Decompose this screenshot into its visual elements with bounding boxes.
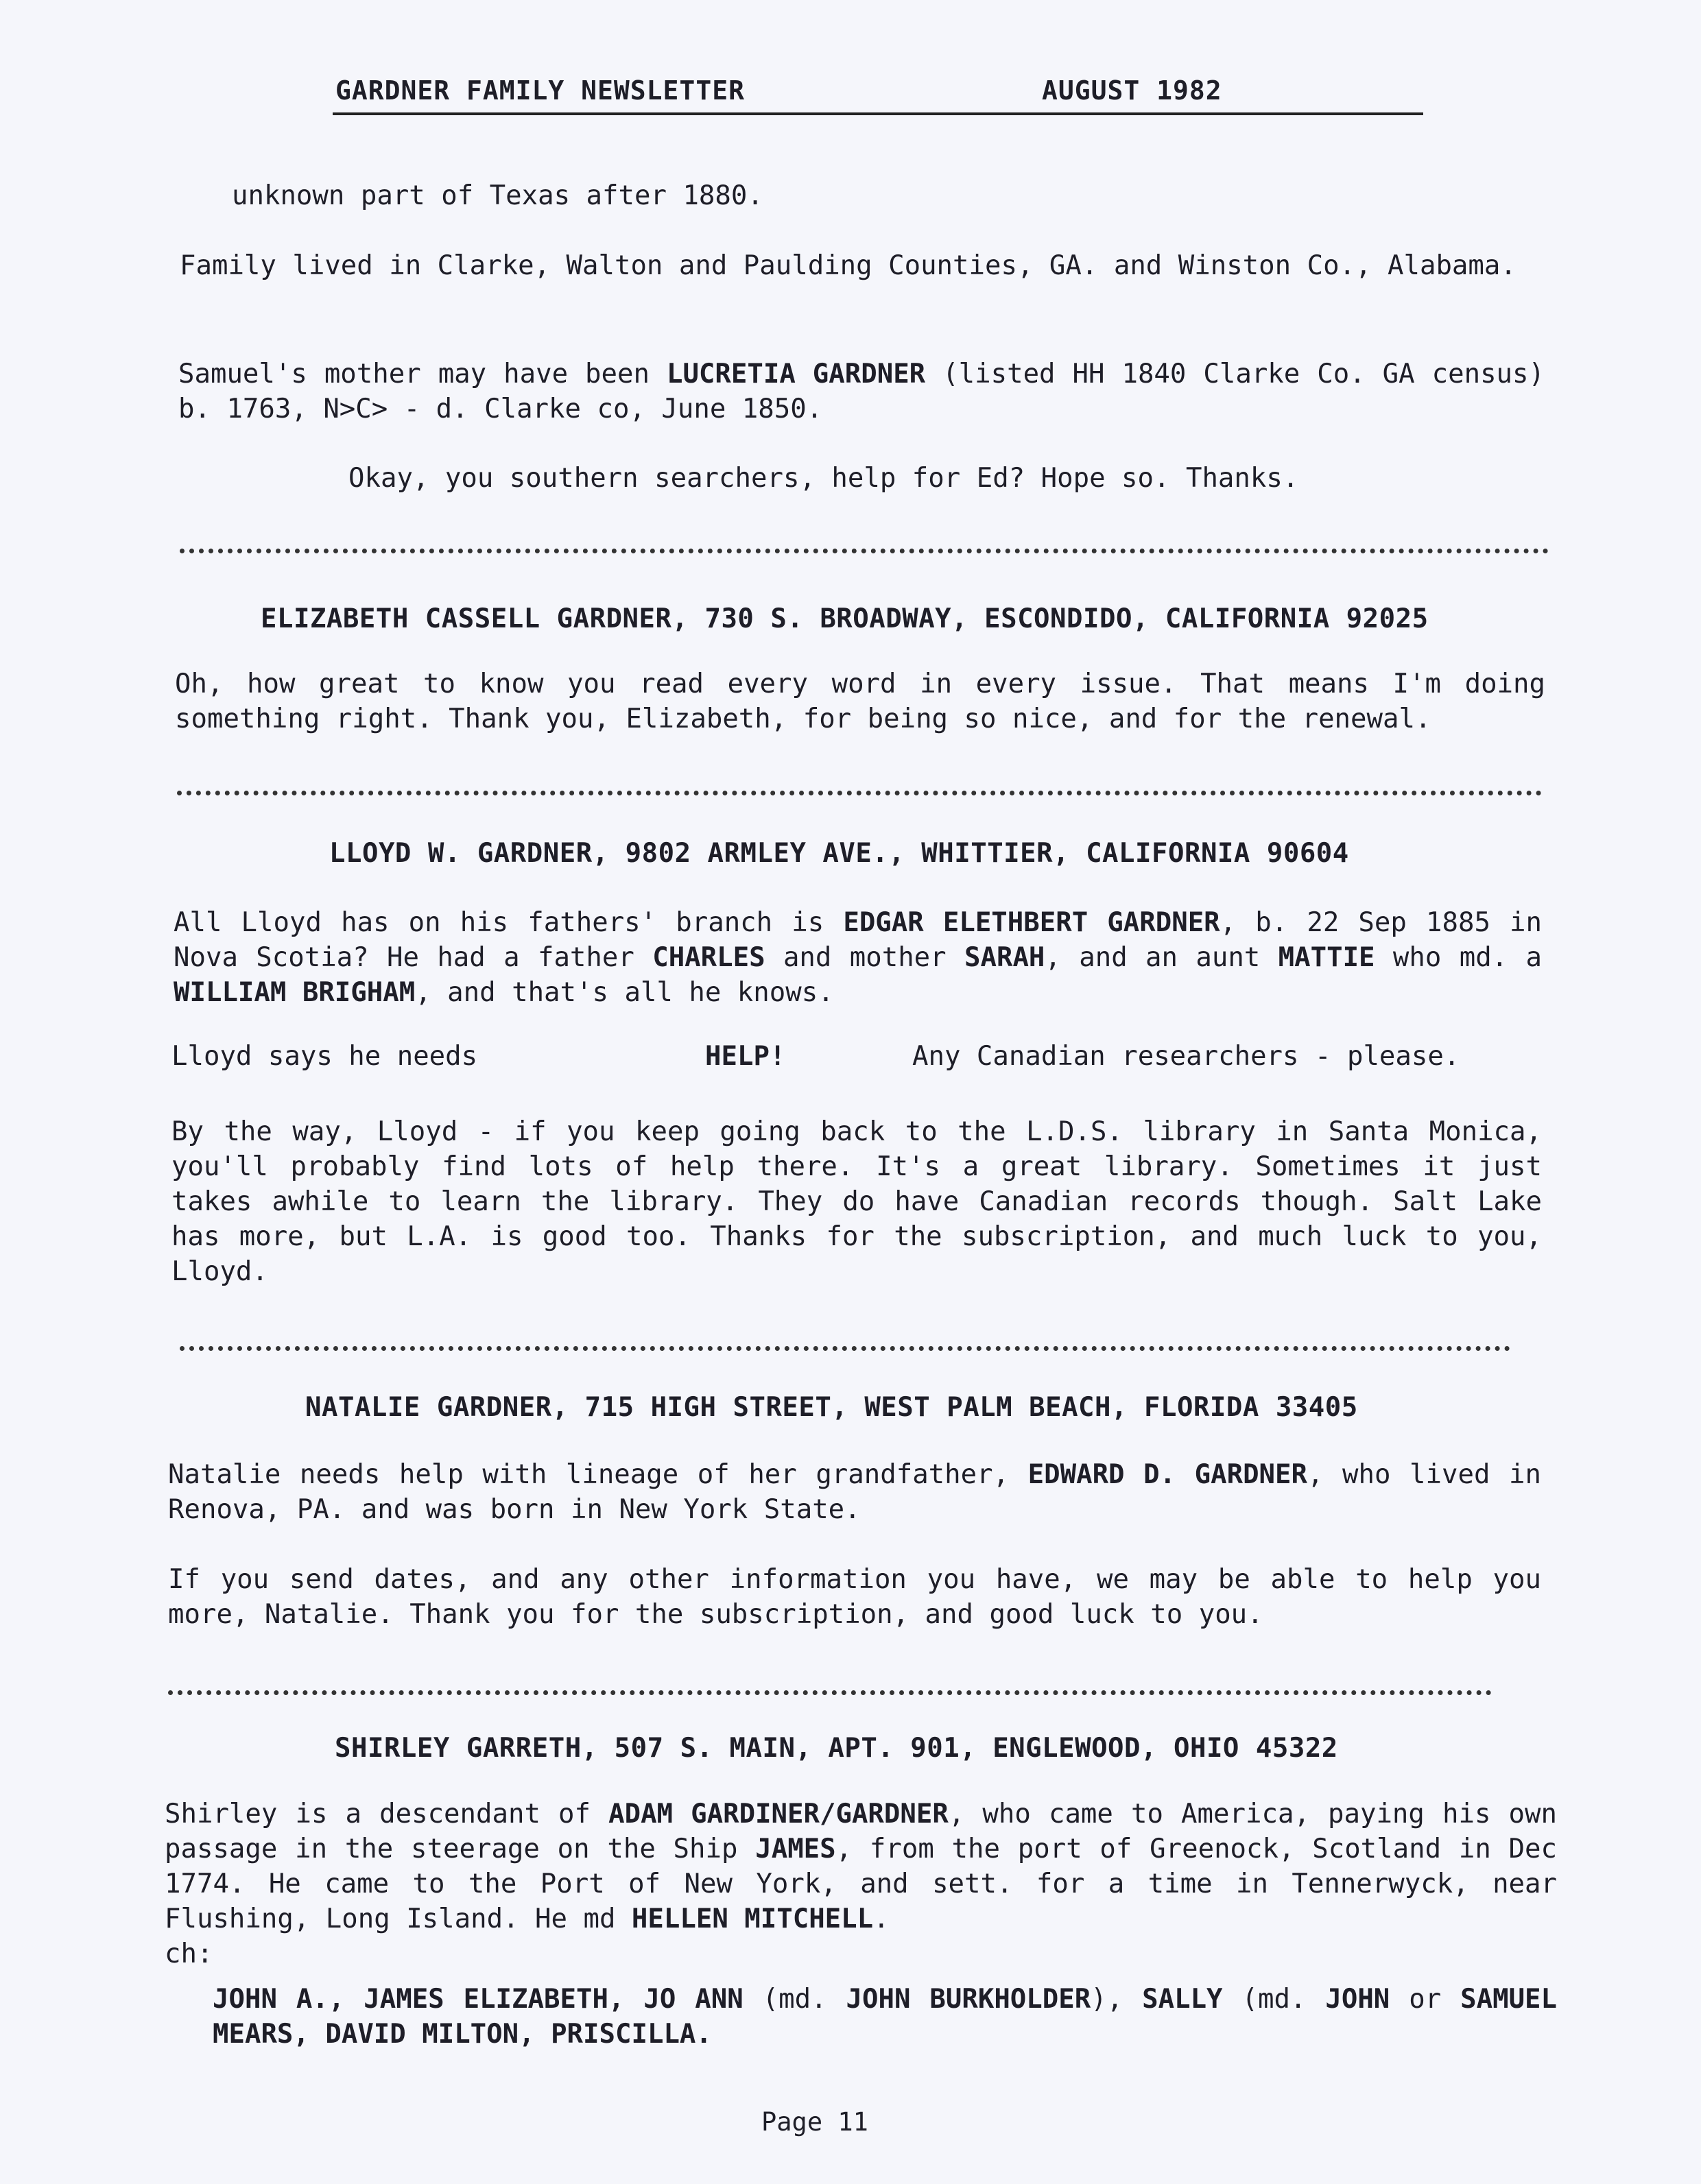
entry-body-shirley [165, 1797, 1573, 1936]
person-name: JOHN A., JAMES ELIZABETH, JO ANN [213, 1984, 744, 2015]
help-emphasis: HELP! [705, 1041, 786, 1072]
intro-closing: Okay, you southern searchers, help for Ed? Hope so. Thanks. [348, 463, 1299, 494]
separator [180, 549, 1549, 553]
entry-body-natalie [168, 1457, 1558, 1527]
children-label: ch: [165, 1939, 213, 1969]
entry-heading-natalie: NATALIE GARDNER, 715 HIGH STREET, WEST PALM BEACH, FLORIDA 33405 [305, 1392, 1358, 1423]
text-run: All Lloyd has on his fathers' branch is [174, 907, 844, 938]
text-run: , and an aunt [1045, 942, 1278, 973]
newsletter-title: GARDNER FAMILY NEWSLETTER [335, 75, 745, 106]
person-name: SALLY [1142, 1984, 1223, 2015]
text-run: ), [1091, 1984, 1143, 2015]
entry-heading-elizabeth: ELIZABETH CASSELL GARDNER, 730 S. BROADWAY, ESCONDIDO, CALIFORNIA 92025 [261, 603, 1429, 634]
person-name: MATTIE [1278, 942, 1375, 973]
person-name: SAMUEL MEARS, DAVID MILTON, PRISCILLA. [213, 1984, 1573, 2050]
separator [180, 1346, 1510, 1351]
help-request [171, 1041, 1536, 1077]
entry-body-elizabeth: Oh, how great to know you read every word in every issue. That means I'm doing something right. Thank you, Elizabeth, for being so nice, and for the renewal. [175, 669, 1562, 734]
text-run: (listed HH 1840 Clarke Co. GA census) b. 1763, N>C> - d. Clarke co, June 1850. [178, 359, 1561, 424]
person-name: CHARLES [652, 942, 765, 973]
person-name: JOHN [1325, 1984, 1390, 2015]
help-text: Lloyd says he needs [171, 1041, 478, 1072]
person-name: WILLIAM BRIGHAM [174, 977, 416, 1008]
text-run: Samuel's mother may have been [178, 359, 667, 389]
intro-counties: Family lived in Clarke, Walton and Paulding Counties, GA. and Winston Co., Alabama. [180, 250, 1516, 281]
text-run: and mother [765, 942, 964, 973]
separator [168, 1690, 1492, 1695]
text-run: , who came to America, paying his own passage in the steerage on the Ship [165, 1799, 1573, 1864]
page-number: Page 11 [761, 2107, 868, 2137]
text-run: (md. [1222, 1984, 1326, 2015]
person-name: JOHN BURKHOLDER [846, 1984, 1091, 2015]
children-list [213, 1982, 1573, 2052]
help-text: Any Canadian researchers - please. [912, 1041, 1460, 1072]
text-run: , from the port of Greenock, Scotland in Dec 1774. He came to the Port of New York, and sett. for a time in Tennerwyck, near Flushing, Long Island. He md [165, 1834, 1573, 1934]
text-run: Shirley is a descendant of [165, 1799, 609, 1829]
entry-heading-shirley: SHIRLEY GARRETH, 507 S. MAIN, APT. 901, ENGLEWOOD, OHIO 45322 [335, 1733, 1338, 1764]
intro-line: unknown part of Texas after 1880. [232, 180, 763, 211]
person-name: HELLEN MITCHELL [631, 1904, 874, 1934]
text-run: , who lived in Renova, PA. and was born in New York State. [168, 1459, 1558, 1525]
person-name: SARAH [964, 942, 1045, 973]
text-run: . [873, 1904, 890, 1934]
text-run: , b. 22 Sep 1885 in Nova Scotia? He had a father [174, 907, 1558, 973]
ship-name: JAMES [755, 1834, 836, 1864]
entry-body-natalie-reply: If you send dates, and any other information you have, we may be able to help you more, Natalie. Thank you for the subscription, and good luck to you. [168, 1564, 1558, 1630]
intro-mother [178, 357, 1561, 427]
text-run: Natalie needs help with lineage of her grandfather, [168, 1459, 1028, 1490]
person-name: ADAM GARDINER/GARDNER [608, 1799, 949, 1829]
issue-date: AUGUST 1982 [1042, 75, 1222, 106]
separator [177, 791, 1542, 795]
text-run: , and that's all he knows. [415, 977, 834, 1008]
text-run: who md. a [1375, 942, 1558, 973]
text-run: or [1390, 1984, 1461, 2015]
entry-heading-lloyd: LLOYD W. GARDNER, 9802 ARMLEY AVE., WHITTIER, CALIFORNIA 90604 [329, 838, 1349, 869]
page-header [333, 74, 1423, 115]
person-name: EDWARD D. GARDNER [1027, 1459, 1307, 1490]
text-run: (md. [743, 1984, 846, 2015]
person-name: EDGAR ELETHBERT GARDNER [843, 907, 1220, 938]
entry-body-lloyd-advice: By the way, Lloyd - if you keep going back to the L.D.S. library in Santa Monica, you'll probably find lots of help there. It's a great library. Sometimes it just takes awhile to learn the library. They do have Canadian records though. Salt Lake has more, but L.A. is good too. Thanks for the subscription, and much luck to you, Lloyd. [171, 1116, 1558, 1287]
person-name: LUCRETIA GARDNER [666, 359, 926, 389]
entry-body-lloyd [174, 905, 1558, 1010]
